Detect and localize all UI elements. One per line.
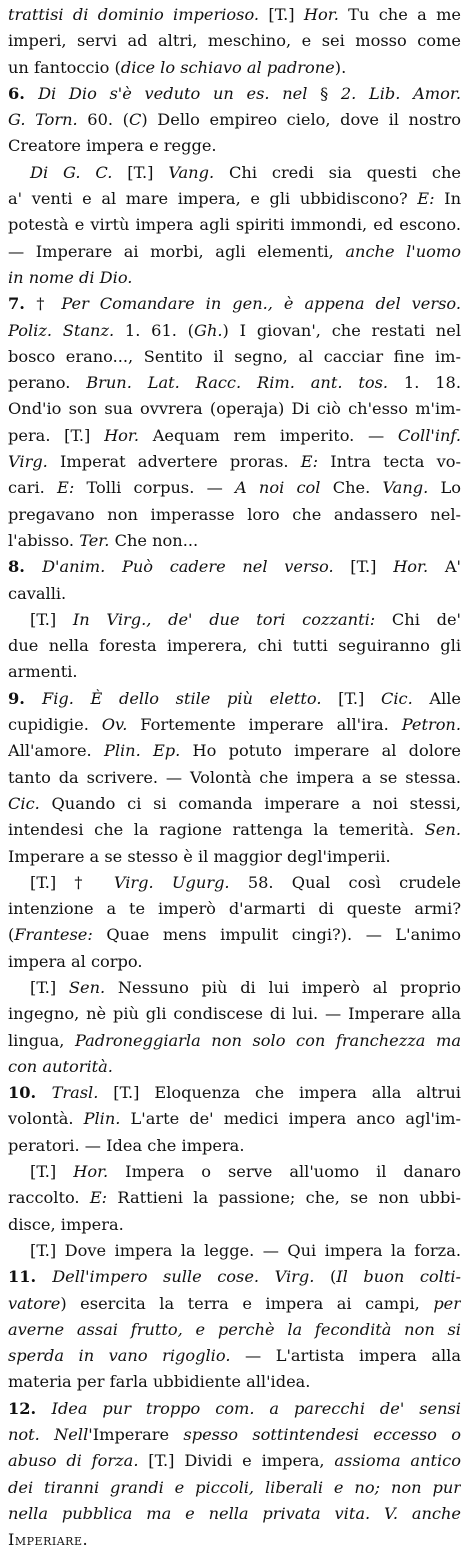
text-run: ) esercita la terra e impera ai campi,: [60, 1293, 434, 1313]
text-run: Trasl.: [51, 1083, 99, 1103]
text-run: [T.]: [321, 688, 381, 708]
text-run: spesso sottintendesi eccesso o: [183, 1425, 461, 1445]
text-run: †: [36, 294, 62, 314]
text-line: [8, 1238, 461, 1264]
text-run: per: [433, 1293, 461, 1313]
text-run: Plin.: [83, 1109, 121, 1129]
text-run: Cic.: [380, 688, 413, 708]
text-line: [8, 686, 461, 712]
text-run: [T.]: [112, 162, 169, 182]
text-line: [8, 1054, 461, 1080]
text-line: [8, 1501, 461, 1527]
text-run: Fortemente imperare all'ira.: [127, 715, 402, 735]
text-run: §: [320, 83, 341, 103]
text-line: [8, 449, 461, 475]
text-run: [T.] Eloquenza che impera alla altrui: [98, 1083, 461, 1103]
text-run: volontà.: [8, 1109, 84, 1129]
text-line: [8, 1291, 461, 1317]
text-run: A noi col: [235, 478, 321, 498]
text-line: [8, 922, 461, 948]
text-line: [8, 1001, 461, 1027]
text-line: [8, 81, 461, 107]
text-run: (: [8, 925, 15, 945]
text-run: Padroneggiarla non solo con franchezza ma: [74, 1030, 461, 1050]
sense-number: 6.: [8, 83, 39, 103]
text-run: E:: [57, 478, 75, 498]
text-run: [T.] Dove impera la legge. — Qui impera la forza.: [30, 1240, 461, 1260]
text-line: [8, 1422, 461, 1448]
text-line: [8, 870, 461, 896]
text-run: nella pubblica ma e nella privata vita. V. anche: [8, 1503, 461, 1523]
text-run: armenti.: [8, 662, 78, 682]
text-line: [8, 186, 461, 212]
text-line: [8, 817, 461, 843]
text-run: due nella foresta imperera, chi tutti seguiranno gli: [8, 636, 461, 656]
text-run: [T.]: [268, 5, 304, 24]
text-run: Hor.: [303, 5, 339, 24]
text-run: E:: [89, 1188, 108, 1208]
text-line: [8, 502, 461, 528]
text-run: L'arte de' medici impera anco agl'im-: [120, 1109, 461, 1129]
text-run: In: [434, 189, 461, 209]
text-run: D'anim. Può cadere nel verso.: [42, 557, 334, 577]
text-line: [8, 133, 461, 159]
text-run: assioma antico: [334, 1451, 461, 1471]
text-run: Vang.: [382, 478, 429, 498]
text-run: potestà e virtù impera agli spiriti immondi, ed escono.: [8, 215, 461, 235]
text-run: trattisi di dominio imperioso.: [8, 5, 269, 24]
text-line: [8, 896, 461, 922]
text-run: Ho potuto imperare al dolore: [180, 741, 461, 761]
text-run: 60. (: [77, 110, 129, 130]
text-line: [8, 738, 461, 764]
sense-number: 9.: [8, 688, 43, 708]
text-run: cari.: [8, 478, 58, 498]
text-line: [8, 1317, 461, 1343]
text-run: Che non...: [109, 530, 199, 550]
text-run: Vang.: [168, 162, 215, 182]
text-line: [8, 1133, 461, 1159]
text-line: [8, 975, 461, 1001]
text-run: C: [128, 110, 142, 130]
text-line: [8, 1159, 461, 1185]
text-line: [8, 239, 461, 265]
text-run: [T.]: [333, 557, 394, 577]
text-run: Poliz. Stanz.: [8, 320, 115, 340]
sense-number: 8.: [8, 557, 43, 577]
text-run: not. Nell': [8, 1425, 93, 1445]
text-run: E:: [300, 452, 319, 472]
text-line: [8, 1396, 461, 1422]
text-line: [8, 344, 461, 370]
text-line: [8, 1475, 461, 1501]
text-run: un fantoccio (: [8, 57, 121, 77]
text-line: [8, 791, 461, 817]
text-run: Nessuno più di lui imperò al proprio: [105, 977, 461, 997]
text-line: [8, 423, 461, 449]
text-run: Ond'io son sua ovvrera (operaja) Di ciò ch'esso m'im-: [8, 399, 461, 419]
text-run: dei tiranni grandi e piccoli, liberali e no; non pur: [8, 1477, 461, 1497]
text-run: Coll'inf.: [397, 425, 461, 445]
text-run: [T.] Dividi e impera,: [138, 1451, 335, 1471]
text-run: Sen.: [68, 977, 106, 997]
text-run: Virg.: [8, 452, 48, 472]
text-line: [8, 581, 461, 607]
text-run: cavalli.: [8, 583, 67, 603]
text-run: sperda in vano rigoglio.: [8, 1346, 231, 1366]
text-run: Gh.: [194, 320, 223, 340]
text-run: Dell'impero sulle cose. Virg.: [52, 1267, 315, 1287]
text-run: ) I giovan', che restati nel: [222, 320, 461, 340]
text-run: raccolto.: [8, 1188, 90, 1208]
text-run: A': [428, 557, 461, 577]
text-run: in nome di Dio.: [8, 267, 133, 287]
text-line: [8, 28, 461, 54]
text-run: intenzione a te imperò d'armarti di queste armi?: [8, 899, 461, 919]
text-run: Chi credi sia questi che: [214, 162, 461, 182]
text-run: Di Dio s'è veduto un es. nel: [38, 83, 321, 103]
text-run: Tolli corpus. —: [74, 478, 235, 498]
text-line: [8, 554, 461, 580]
text-run: G. Torn.: [8, 110, 78, 130]
text-run: Intra tecta vo-: [318, 452, 461, 472]
text-run: a' venti e al mare impera, e gli ubbidiscono?: [8, 189, 418, 209]
text-run: 1. 18.: [388, 373, 461, 393]
text-run: Hor.: [104, 425, 140, 445]
text-run: Aequam rem imperito. —: [139, 425, 398, 445]
text-run: Imperare a se stesso è il maggior degl'imperii.: [8, 846, 391, 866]
text-line: [8, 160, 461, 186]
text-line: [8, 607, 461, 633]
text-line: [8, 2, 461, 28]
text-line: [8, 212, 461, 238]
text-run: Sen.: [424, 820, 461, 840]
text-line: [8, 633, 461, 659]
text-run: pera. [T.]: [8, 425, 105, 445]
text-line: [8, 1448, 461, 1474]
text-run: ) Dello empireo cielo, dove il nostro: [141, 110, 461, 130]
text-run: ).: [334, 57, 347, 77]
text-run: disce, impera.: [8, 1214, 124, 1234]
text-run: cupidigie.: [8, 715, 102, 735]
text-line: [8, 1080, 461, 1106]
text-run: dice lo schiavo al padrone: [120, 57, 335, 77]
text-run: materia per farla ubbidiente all'idea.: [8, 1372, 311, 1392]
text-line: [8, 1106, 461, 1132]
text-run: Per Comandare in gen., è appena del verso.: [61, 294, 461, 314]
text-line: [8, 107, 461, 133]
text-run: ingegno, nè più gli condiscese di lui. — Imperare alla: [8, 1004, 461, 1024]
text-line: [8, 659, 461, 685]
text-line: [8, 318, 461, 344]
text-run: Quando ci si comanda imperare a noi stessi,: [39, 793, 461, 813]
text-run: Imperiare.: [8, 1530, 89, 1550]
text-run: Quae mens impulit cingi?). — L'animo: [92, 925, 461, 945]
text-line: [8, 1028, 461, 1054]
text-run: averne assai frutto, e perchè la fecondità non si: [8, 1319, 461, 1339]
text-run: 1. 61. (: [114, 320, 195, 340]
text-run: Cic.: [8, 793, 40, 813]
text-line: [8, 265, 461, 291]
text-run: [T.]: [30, 609, 73, 629]
text-run: Plin. Ep.: [103, 741, 181, 761]
text-run: Il buon colti-: [336, 1267, 461, 1287]
text-line: [8, 528, 461, 554]
sense-number: 11.: [8, 1267, 53, 1287]
text-run: — L'artista impera alla: [230, 1346, 461, 1366]
text-run: Che.: [320, 478, 383, 498]
text-line: [8, 291, 461, 317]
text-run: 2. Lib. Amor.: [340, 83, 461, 103]
text-line: [8, 1369, 461, 1395]
text-run: Idea pur troppo com. a parecchi de' sensi: [51, 1398, 461, 1418]
text-run: tanto da scrivere. — Volontà che impera a se stessa.: [8, 767, 461, 787]
text-line: [8, 55, 461, 81]
text-run: [T.]: [30, 977, 69, 997]
text-run: Imperare: [92, 1425, 184, 1445]
text-run: perano.: [8, 373, 87, 393]
text-run: Frantese:: [14, 925, 93, 945]
text-run: Di G. C.: [30, 162, 113, 182]
text-run: anche l'uomo: [345, 241, 461, 261]
text-run: [T.] †: [30, 872, 114, 892]
text-run: Creatore impera e regge.: [8, 136, 217, 156]
text-run: Hor.: [393, 557, 429, 577]
text-run: 58. Qual così crudele: [229, 872, 461, 892]
text-line: [8, 1264, 461, 1290]
text-run: bosco erano..., Sentito il segno, al cacciar fine im-: [8, 346, 461, 366]
text-run: Impera o serve all'uomo il danaro: [108, 1162, 461, 1182]
text-run: Virg. Ugurg.: [113, 872, 230, 892]
text-line: [8, 475, 461, 501]
text-run: Alle: [412, 688, 461, 708]
text-run: (: [314, 1267, 337, 1287]
text-run: Chi de': [375, 609, 461, 629]
text-line: [8, 712, 461, 738]
text-run: In Virg., de' due tori cozzanti:: [72, 609, 376, 629]
sense-number: 10.: [8, 1083, 52, 1103]
text-run: pregavano non imperasse loro che andassero nel-: [8, 504, 461, 524]
text-line: [8, 844, 461, 870]
text-line: [8, 1527, 461, 1553]
text-run: [T.]: [30, 1162, 74, 1182]
text-run: Hor.: [73, 1162, 109, 1182]
text-line: [8, 396, 461, 422]
text-run: Imperat advertere proras.: [47, 452, 301, 472]
text-run: Brun. Lat. Racc. Rim. ant. tos.: [86, 373, 389, 393]
text-run: l'abisso.: [8, 530, 80, 550]
text-line: [8, 1185, 461, 1211]
text-run: imperi, servi ad altri, meschino, e sei mosso come: [8, 31, 461, 51]
text-run: Fig. È dello stile più eletto.: [42, 688, 322, 708]
text-line: [8, 765, 461, 791]
text-run: intendesi che la ragione rattenga la temerità.: [8, 820, 425, 840]
text-run: E:: [417, 189, 435, 209]
sense-number: 12.: [8, 1398, 52, 1418]
text-run: impera al corpo.: [8, 951, 143, 971]
text-run: Ter.: [79, 530, 110, 550]
text-run: con autorità.: [8, 1056, 113, 1076]
text-run: vatore: [8, 1293, 61, 1313]
text-run: All'amore.: [8, 741, 104, 761]
text-line: [8, 370, 461, 396]
text-line: [8, 949, 461, 975]
text-run: abuso di forza.: [8, 1451, 139, 1471]
text-run: Lo: [428, 478, 461, 498]
sense-number: 7.: [8, 294, 37, 314]
text-run: Tu che a me: [338, 5, 461, 24]
text-line: [8, 1212, 461, 1238]
text-line: [8, 1343, 461, 1369]
text-run: Rattieni la passione; che, se non ubbi-: [107, 1188, 461, 1208]
text-run: Petron.: [401, 715, 461, 735]
text-run: Ov.: [101, 715, 128, 735]
text-run: — Imperare ai morbi, agli elementi,: [8, 241, 346, 261]
text-run: lingua,: [8, 1030, 75, 1050]
text-run: peratori. — Idea che impera.: [8, 1135, 245, 1155]
